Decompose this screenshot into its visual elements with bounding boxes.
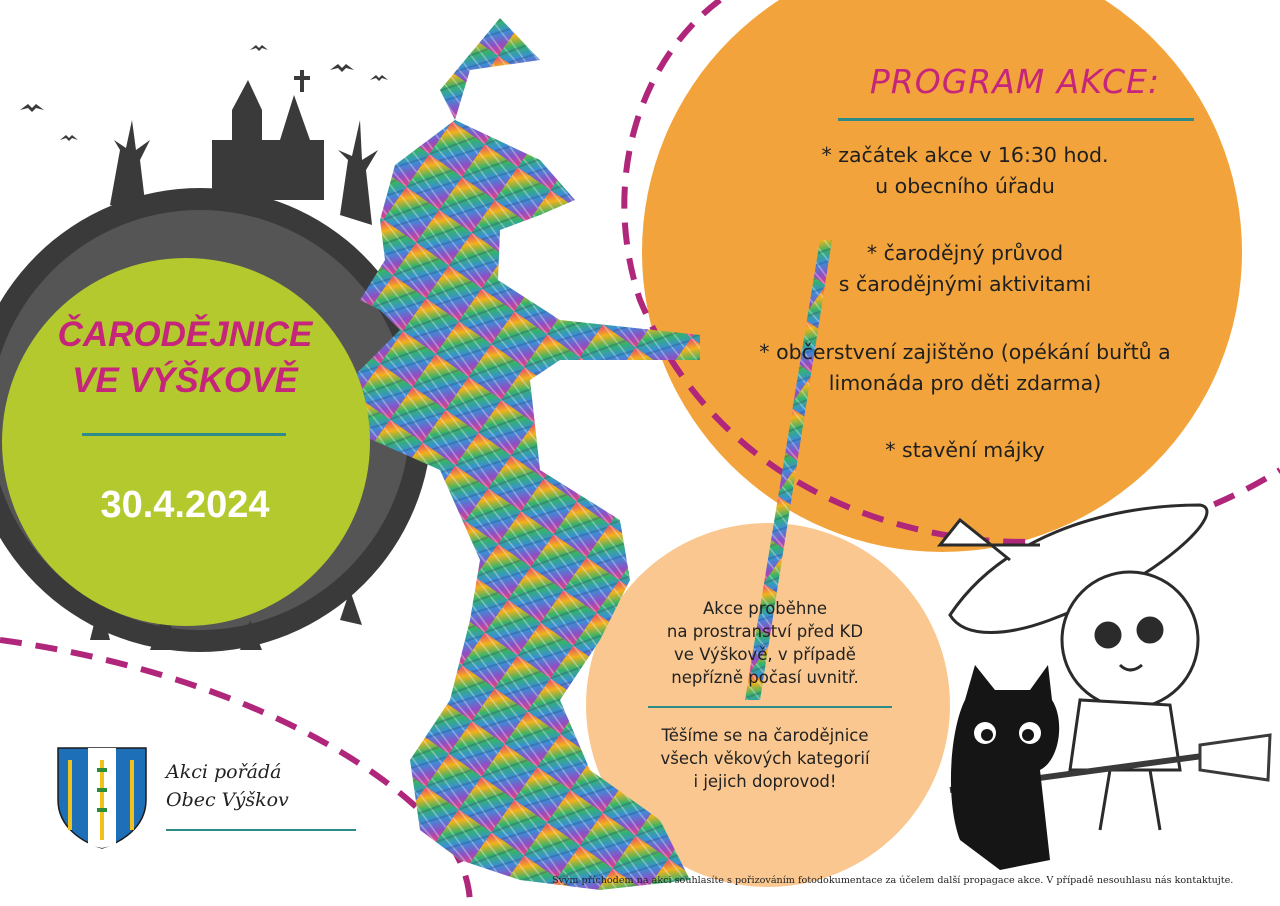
- program-divider: [838, 118, 1194, 121]
- info-location-line: na prostranství před KD: [666, 622, 864, 641]
- program-item-maypole: [720, 435, 1210, 466]
- info-divider: [648, 706, 892, 708]
- program-item-procession-line2: s čarodějnými aktivitami: [838, 272, 1092, 296]
- info-location-line: nepřízně počasí uvnitř.: [671, 668, 859, 687]
- event-title-line1: ČARODĚJNICE: [57, 315, 313, 354]
- village-coat-of-arms: [58, 748, 146, 848]
- organizer-text: [166, 758, 289, 814]
- program-item-procession: [720, 238, 1210, 300]
- organizer-line2: Obec Výškov: [166, 789, 289, 811]
- program-heading: PROGRAM AKCE:: [869, 62, 1161, 101]
- info-location-line: ve Výškově, v případě: [674, 645, 856, 664]
- photo-consent-footer: Svým příchodem na akci souhlasíte s pořizováním fotodokumentace za účelem další propagace akce. V případě nesouhlasu nás kontaktujte.: [552, 875, 1234, 886]
- organizer-line1: Akci pořádá: [166, 761, 282, 783]
- program-item-maypole-line1: * stavění májky: [885, 438, 1045, 462]
- info-invitation-line: Těšíme se na čarodějnice: [661, 726, 869, 745]
- title-divider: [82, 433, 286, 436]
- event-title: [0, 312, 370, 404]
- organizer-divider: [166, 829, 356, 831]
- info-location-line: Akce proběhne: [703, 599, 827, 618]
- program-item-procession-line1: * čarodějný průvod: [866, 241, 1064, 265]
- info-invitation-line: všech věkových kategorií: [660, 749, 870, 768]
- program-item-start-line1: * začátek akce v 16:30 hod.: [821, 143, 1109, 167]
- info-invitation-line: i jejich doprovod!: [693, 772, 837, 791]
- program-item-refreshments: [720, 337, 1210, 399]
- program-item-refreshments-line1: * občerstvení zajištěno (opékání buřtů a: [759, 340, 1171, 364]
- program-item-start-line2: u obecního úřadu: [875, 174, 1055, 198]
- event-date: 30.4.2024: [100, 484, 270, 526]
- black-cat-icon: [951, 665, 1059, 870]
- event-title-line2: VE VÝŠKOVĚ: [72, 361, 298, 400]
- info-location: [620, 597, 910, 689]
- program-item-start: [720, 140, 1210, 202]
- program-item-refreshments-line2: limonáda pro děti zdarma): [828, 371, 1102, 395]
- info-invitation: [620, 724, 910, 793]
